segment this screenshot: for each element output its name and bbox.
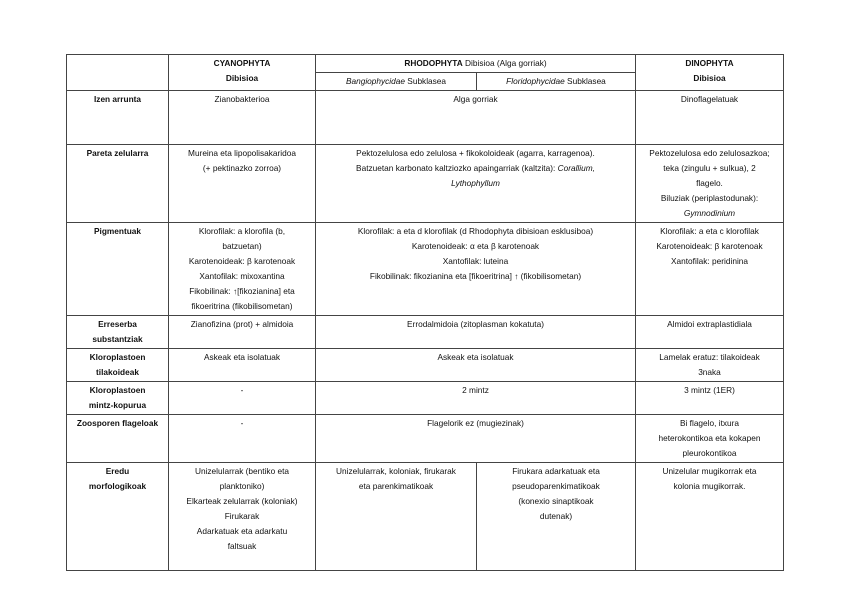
row-label: Pareta zelularra (67, 145, 169, 223)
row-label: Pigmentuak (67, 223, 169, 316)
row-label: Erreserba substantziak (67, 316, 169, 349)
row-tilakoideak (67, 349, 784, 382)
cell-dino: 3 mintz (1ER) (636, 382, 784, 415)
cell-cyano: Unizelularrak (bentiko eta planktoniko) Elkarteak zelularrak (koloniak) Firukarak Adarkatuak eta adarkatu faltsuak (169, 463, 316, 571)
row-mintz-kopurua (67, 382, 784, 415)
cell-dino: Klorofilak: a eta c klorofilak Karotenoideak: β karotenoak Xantofilak: peridinina (636, 223, 784, 316)
header-bangiophycidae: Bangiophycidae Subklasea (316, 73, 477, 91)
cell-cyano: Zianobakterioa (169, 91, 316, 145)
cell-dino: Almidoi extraplastidiala (636, 316, 784, 349)
cell-cyano: Zianofizina (prot) + almidoia (169, 316, 316, 349)
row-eredu-morfologikoak (67, 463, 784, 571)
cell-dino: Dinoflagelatuak (636, 91, 784, 145)
row-label: Eredu morfologikoak (67, 463, 169, 571)
cell-rhodo: Flagelorik ez (mugiezinak) (316, 415, 636, 463)
row-pigmentuak (67, 223, 784, 316)
cell-cyano: Mureina eta lipopolisakaridoa (+ pektinazko zorroa) (169, 145, 316, 223)
row-label: Kloroplastoen tilakoideak (67, 349, 169, 382)
header-row-1 (67, 55, 784, 73)
row-pareta-zelularra (67, 145, 784, 223)
cell-rhodo: Askeak eta isolatuak (316, 349, 636, 382)
header-cyanophyta: CYANOPHYTA Dibisioa (169, 55, 316, 91)
row-label: Kloroplastoen mintz-kopurua (67, 382, 169, 415)
cell-florido: Firukara adarkatuak eta pseudoparenkimatikoak (konexio sinaptikoak dutenak) (477, 463, 636, 571)
row-zoosporen-flageloak (67, 415, 784, 463)
cell-dino: Bi flagelo, itxura heterokontikoa eta kokapen pleurokontikoa (636, 415, 784, 463)
row-izen-arrunta (67, 91, 784, 145)
cell-dino: Lamelak eratuz: tilakoideak 3naka (636, 349, 784, 382)
cell-cyano: - (169, 382, 316, 415)
cell-rhodo: Errodalmidoia (zitoplasman kokatuta) (316, 316, 636, 349)
cell-rhodo: Klorofilak: a eta d klorofilak (d Rhodophyta dibisioan esklusiboa) Karotenoideak: α eta β karotenoak Xantofilak: luteina Fikobilinak: fikozianina eta [fikoeritrina] ↑ (fikobilisometan) (316, 223, 636, 316)
cell-dino: Pektozelulosa edo zelulosazkoa; teka (zingulu + sulkua), 2 flagelo. Biluziak (periplastodunak): Gymnodinium (636, 145, 784, 223)
comparison-table (66, 54, 784, 571)
cell-rhodo: 2 mintz (316, 382, 636, 415)
row-label: Zoosporen flageloak (67, 415, 169, 463)
cell-rhodo: Pektozelulosa edo zelulosa + fikokoloideak (agarra, karragenoa). Batzuetan karbonato kaltziozko apaingarriak (kaltzita): Corallium, Lythophyllum (316, 145, 636, 223)
cell-bangio: Unizelularrak, koloniak, firukarak eta parenkimatikoak (316, 463, 477, 571)
cell-dino: Unizelular mugikorrak eta kolonia mugikorrak. (636, 463, 784, 571)
row-erreserba (67, 316, 784, 349)
cell-cyano: Askeak eta isolatuak (169, 349, 316, 382)
cell-cyano: - (169, 415, 316, 463)
header-empty-cell (67, 55, 169, 91)
cell-cyano: Klorofilak: a klorofila (b, batzuetan) Karotenoideak: β karotenoak Xantofilak: mixoxantina Fikobilinak: ↑[fikozianina] eta fikoeritrina (fikobilisometan) (169, 223, 316, 316)
header-floridophycidae: Floridophycidae Subklasea (477, 73, 636, 91)
header-rhodophyta: RHODOPHYTA Dibisioa (Alga gorriak) (316, 55, 636, 73)
cell-rhodo: Alga gorriak (316, 91, 636, 145)
row-label: Izen arrunta (67, 91, 169, 145)
header-dinophyta: DINOPHYTA Dibisioa (636, 55, 784, 91)
